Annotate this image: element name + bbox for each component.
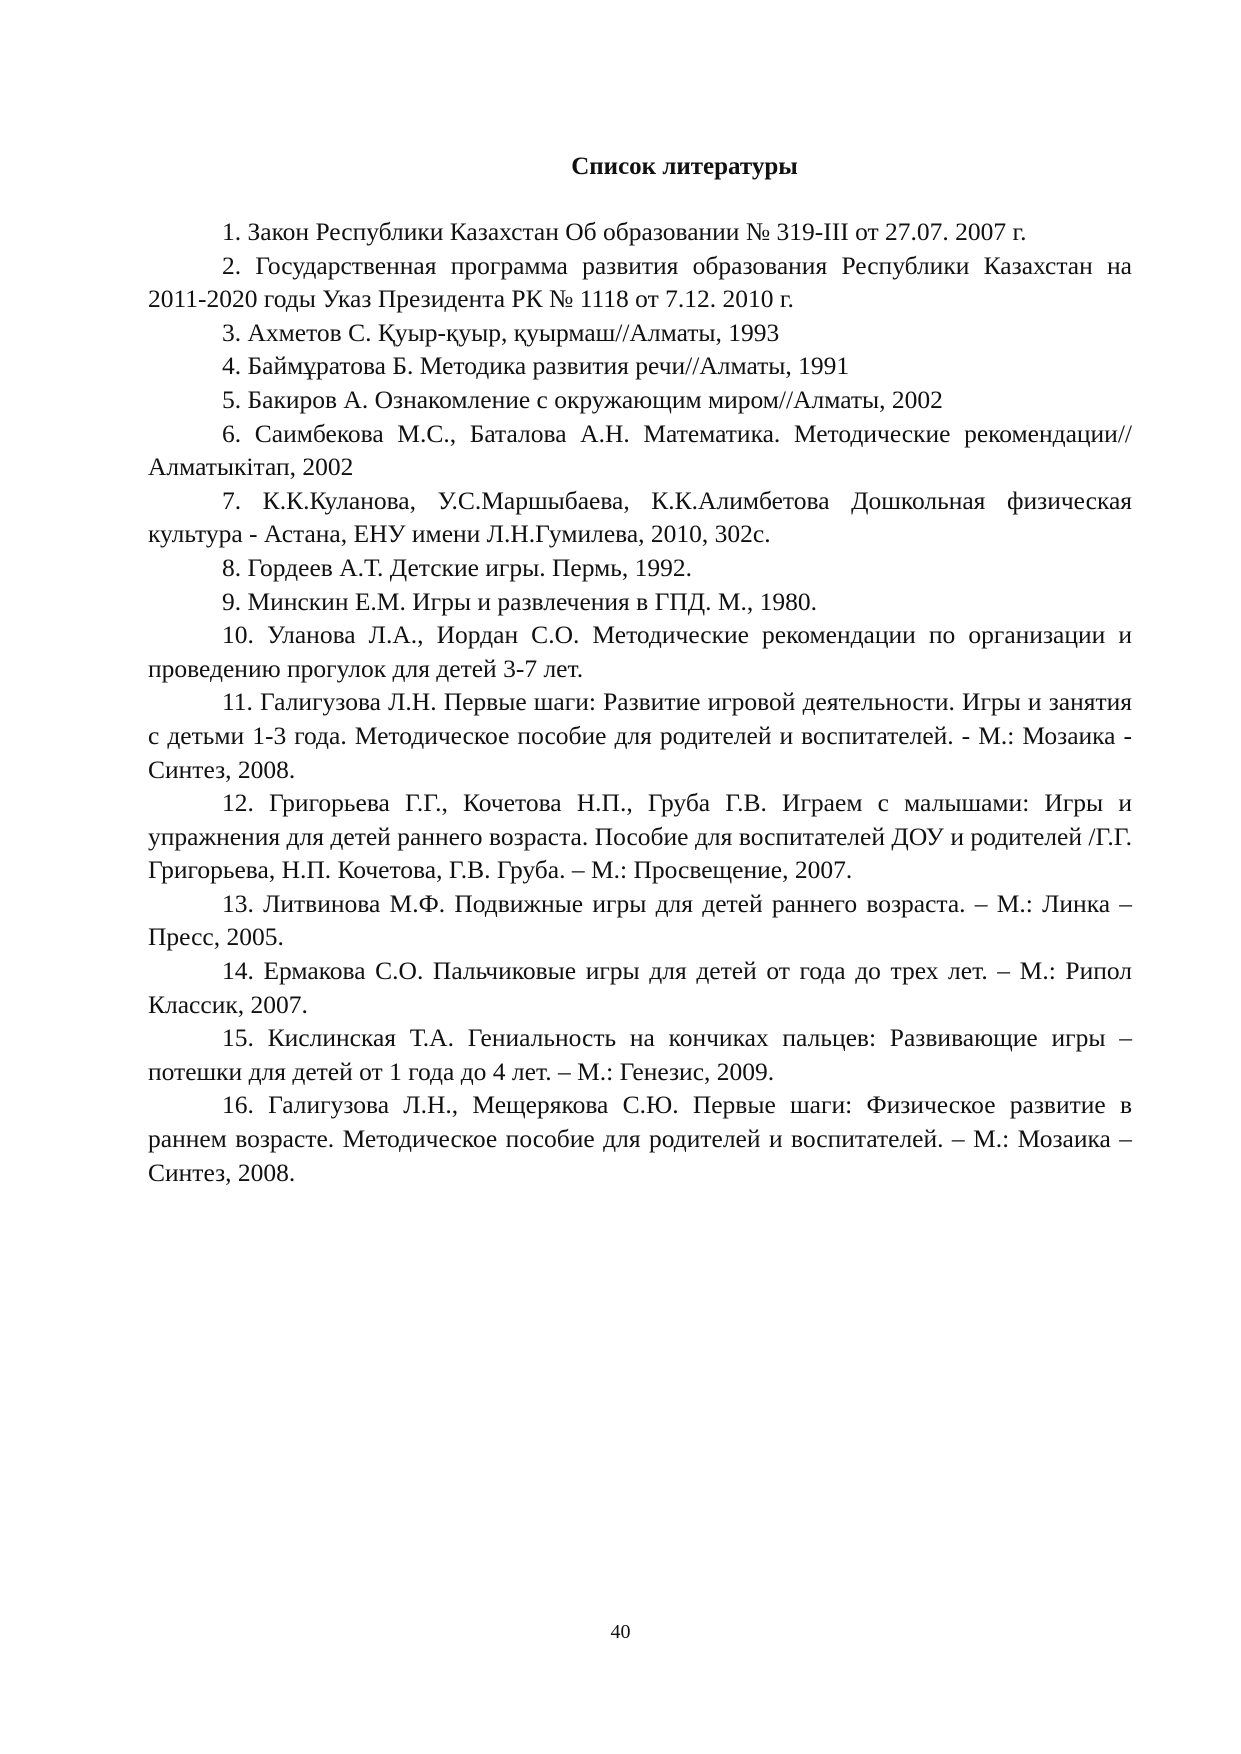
reference-list xyxy=(148,215,1132,1189)
reference-item: 10. Уланова Л.А., Иордан С.О. Методические рекомендации по организации и проведению прогулок для детей 3-7 лет. xyxy=(148,620,1132,683)
reference-item: 3. Ахметов С. Қуыр-қуыр, қуырмаш//Алматы, 1993 xyxy=(222,317,780,347)
reference-item: 14. Ермакова С.О. Пальчиковые игры для детей от года до трех лет. – М.: Рипол Классик, 2007. xyxy=(148,956,1132,1019)
reference-item: 2. Государственная программа развития образования Республики Казахстан на 2011-2020 годы Указ Президента РК № 1118 от 7.12. 2010 г. xyxy=(148,250,1132,314)
reference-item: 6. Саимбекова М.С., Баталова А.Н. Математика. Методические рекомендации// Алматыкітап, 2002 xyxy=(148,418,1132,482)
reference-item: 11. Галигузова Л.Н. Первые шаги: Развитие игровой деятельности. Игры и занятия с детьми 1-3 года. Методическое пособие для родителей и воспитателей. - М.: Мозаика - Синтез, 2008. xyxy=(148,687,1132,784)
page-number: 40 xyxy=(610,1621,631,1643)
reference-item: 16. Галигузова Л.Н., Мещерякова С.Ю. Первые шаги: Физическое развитие в раннем возрасте. Методическое пособие для родителей и воспитателей. – М.: Мозаика – Синтез, 2008. xyxy=(148,1090,1132,1187)
reference-item: 13. Литвинова М.Ф. Подвижные игры для детей раннего возраста. – М.: Линка – Пресс, 2005. xyxy=(148,888,1132,952)
reference-item: 12. Григорьева Г.Г., Кочетова Н.П., Груба Г.В. Играем с малышами: Игры и упражнения для детей раннего возраста. Пособие для воспитателей ДОУ и родителей /Г.Г. Григорьева, Н.П. Кочетова, Г.В. Груба. – М.: Просвещение, 2007. xyxy=(148,788,1132,885)
reference-item: 9. Минскин Е.М. Игры и развлечения в ГПД. М., 1980. xyxy=(222,586,818,616)
reference-item: 15. Кислинская Т.А. Гениальность на кончиках пальцев: Развивающие игры – потешки для детей от 1 года до 4 лет. – М.: Генезис, 2009. xyxy=(148,1023,1132,1086)
reference-item: 1. Закон Республики Казахстан Об образовании № 319-III от 27.07. 2007 г. xyxy=(222,217,1027,246)
reference-item: 8. Гордеев А.Т. Детские игры. Пермь, 1992. xyxy=(222,552,693,582)
page-title: Список литературы xyxy=(571,153,798,180)
reference-item: 7. К.К.Куланова, У.С.Маршыбаева, К.К.Алимбетова Дошкольная физическая культура - Астана, ЕНУ имени Л.Н.Гумилева, 2010, 302с. xyxy=(148,485,1132,549)
reference-item: 5. Бакиров А. Ознакомление с окружающим миром//Алматы, 2002 xyxy=(222,384,943,414)
reference-item: 4. Баймұратова Б. Методика развития речи//Алматы, 1991 xyxy=(222,351,850,381)
